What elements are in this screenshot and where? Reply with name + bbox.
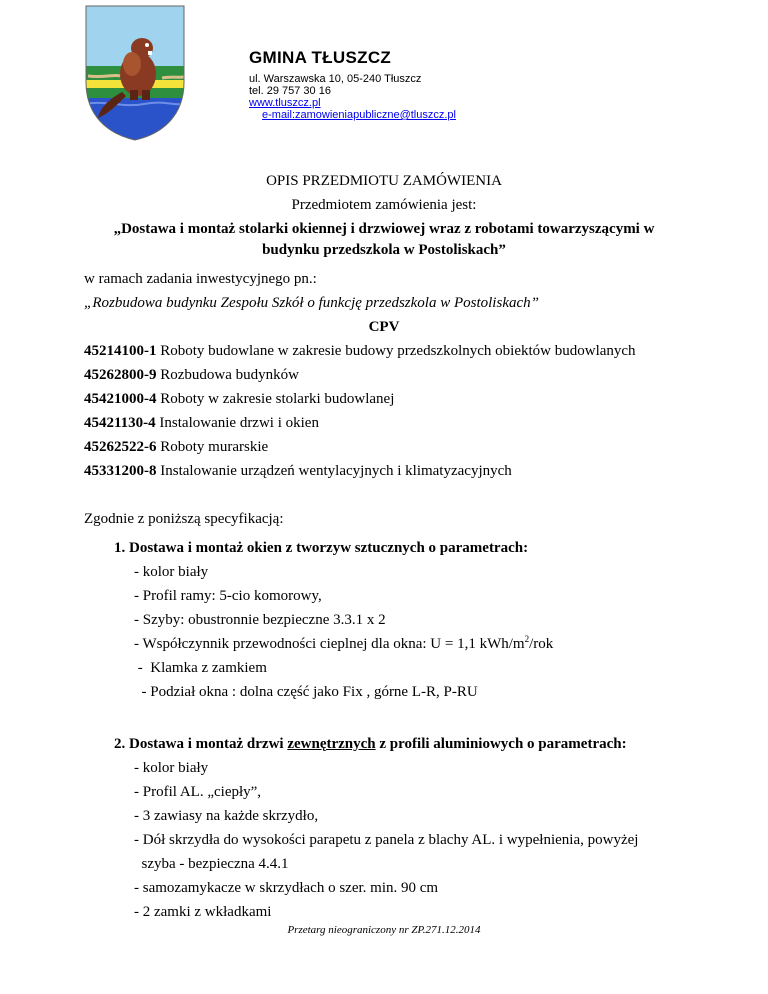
section-1-item: - kolor biały (134, 564, 209, 580)
section-2-item: szyba - bezpieczna 4.4.1 (134, 856, 289, 872)
cpv-heading: CPV (368, 319, 400, 335)
email-link[interactable]: e-mail:zamowieniapubliczne@tluszcz.pl (262, 109, 456, 121)
unit-superscript: 2 (524, 634, 530, 644)
section-2-item: - kolor biały (134, 760, 209, 776)
task-intro: w ramach zadania inwestycyjnego pn.: (84, 271, 317, 287)
cpv-item (84, 463, 512, 480)
cpv-code: 45331200-8 (84, 463, 157, 479)
section-2-item: - samozamykacze w skrzydłach o szer. min. 90 cm (134, 880, 439, 896)
section-2-title (114, 736, 627, 753)
section-1-item-u-value (134, 636, 553, 653)
cpv-item (84, 367, 299, 384)
section-2-item: - 3 zawiasy na każde skrzydło, (134, 808, 319, 824)
website-link[interactable]: www.tluszcz.pl (249, 97, 321, 109)
cpv-desc: Roboty w zakresie stolarki budowlanej (156, 391, 395, 407)
document-title: OPIS PRZEDMIOTU ZAMÓWIENIA (266, 173, 502, 189)
section-1-item: - Profil ramy: 5-cio komorowy, (134, 588, 322, 604)
page-footer: Przetarg nieograniczony nr ZP.271.12.2014 (287, 924, 481, 936)
section-1-title: 1. Dostawa i montaż okien z tworzyw sztucznych o parametrach: (114, 540, 529, 556)
cpv-item (84, 415, 319, 432)
section-1-item: - Podział okna : dolna część jako Fix , górne L-R, P-RU (134, 684, 478, 700)
cpv-code: 45214100-1 (84, 343, 157, 359)
spec-intro: Zgodnie z poniższą specyfikacją: (84, 511, 284, 527)
section-2-title-underlined: zewnętrznych (287, 736, 376, 752)
section-2-item: - Dół skrzydła do wysokości parapetu z panela z blachy AL. i wypełnienia, powyżej (134, 832, 639, 848)
cpv-desc: Instalowanie urządzeń wentylacyjnych i klimatyzacyjnych (156, 463, 512, 479)
cpv-item (84, 439, 268, 456)
subject-intro: Przedmiotem zamówienia jest: (291, 197, 477, 213)
cpv-code: 45421130-4 (84, 415, 156, 431)
municipality-crest (84, 4, 186, 142)
u-value-text: - Współczynnik przewodności cieplnej dla okna: U = 1,1 kWh/m (134, 636, 525, 652)
cpv-code: 45262800-9 (84, 367, 157, 383)
section-2-item: - 2 zamki z wkładkami (134, 904, 272, 920)
cpv-desc: Instalowanie drzwi i okien (155, 415, 319, 431)
cpv-code: 45262522-6 (84, 439, 157, 455)
cpv-desc: Roboty murarskie (156, 439, 269, 455)
unit-tail: /rok (529, 636, 554, 652)
cpv-desc: Rozbudowa budynków (156, 367, 299, 383)
section-2-title-b: z profili aluminiowych o parametrach: (375, 736, 627, 752)
cpv-code: 45421000-4 (84, 391, 157, 407)
cpv-desc: Roboty budowlane w zakresie budowy przedszkolnych obiektów budowlanych (156, 343, 636, 359)
section-2-item: - Profil AL. „ciepły”, (134, 784, 262, 800)
section-1-item: - Szyby: obustronnie bezpieczne 3.3.1 x 2 (134, 612, 386, 628)
task-name: „Rozbudowa budynku Zespołu Szkół o funkcję przedszkola w Postoliskach” (84, 295, 539, 311)
phone-line: tel. 29 757 30 16 (249, 85, 331, 97)
organization-name: GMINA TŁUSZCZ (249, 48, 392, 67)
subject-line-1: „Dostawa i montaż stolarki okiennej i drzwiowej wraz z robotami towarzyszącymi w (113, 221, 655, 237)
section-1-item: - Klamka z zamkiem (134, 660, 267, 676)
cpv-item (84, 343, 636, 360)
address-line: ul. Warszawska 10, 05-240 Tłuszcz (249, 73, 422, 85)
cpv-item (84, 391, 394, 408)
section-2-title-a: 2. Dostawa i montaż drzwi (114, 736, 288, 752)
subject-line-2: budynku przedszkola w Postoliskach” (262, 242, 506, 258)
